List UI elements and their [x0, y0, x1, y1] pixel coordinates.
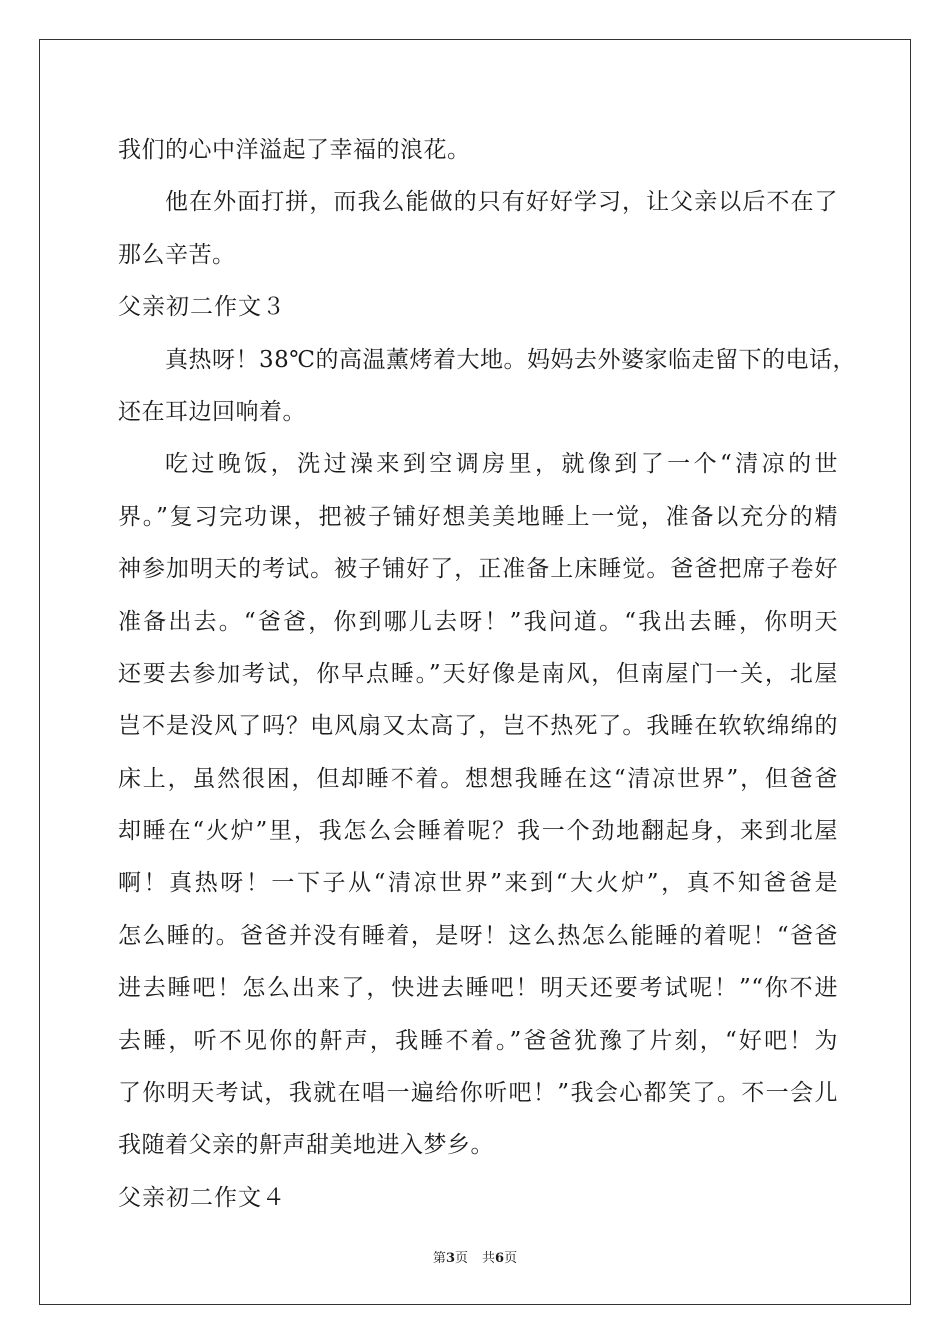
document-body — [118, 124, 856, 1224]
section-heading: 父亲初二作文３ — [118, 294, 286, 321]
text-line: 岂不是没风了吗？电风扇又太高了，岂不热死了。我睡在软软绵绵的 — [118, 713, 838, 740]
section-heading: 父亲初二作文４ — [118, 1184, 286, 1211]
text-line: 床上，虽然很困，但却睡不着。想想我睡在这“清凉世界”，但爸爸 — [118, 765, 838, 792]
text-line: 我们的心中洋溢起了幸福的浪花。 — [118, 137, 471, 163]
text-line: 还在耳边回响着。 — [118, 398, 306, 425]
text-line: 他在外面打拼，而我么能做的只有好好学习，让父亲以后不在了 — [165, 189, 838, 216]
page-prefix: 第 — [432, 1251, 446, 1266]
page-number: 3 — [445, 1251, 455, 1266]
page-footer — [0, 1247, 950, 1266]
text-line: 神参加明天的考试。被子铺好了，正准备上床睡觉。爸爸把席子卷好 — [118, 556, 838, 583]
total-prefix: 共 — [482, 1251, 496, 1266]
text-line: 怎么睡的。爸爸并没有睡着，是呀！这么热怎么能睡的着呢！“爸爸 — [118, 922, 838, 949]
text-line: 那么辛苦。 — [118, 241, 236, 268]
text-line: 真热呀！38℃的高温薰烤着大地。妈妈去外婆家临走留下的电话， — [165, 346, 856, 373]
text-line: 还要去参加考试，你早点睡。”天好像是南风，但南屋门一关，北屋 — [118, 660, 838, 687]
text-line: 准备出去。“爸爸，你到哪儿去呀！”我问道。“我出去睡，你明天 — [118, 608, 838, 635]
text-line: 啊！真热呀！一下子从“清凉世界”来到“大火炉”，真不知爸爸是 — [118, 870, 838, 897]
total-pages: 6 — [495, 1251, 505, 1266]
text-line: 却睡在“火炉”里，我怎么会睡着呢？我一个劲地翻起身，来到北屋 — [118, 818, 838, 845]
text-line: 我随着父亲的鼾声甜美地进入梦乡。 — [118, 1132, 494, 1159]
text-line: 吃过晚饭，洗过澡来到空调房里，就像到了一个“清凉的世 — [165, 451, 838, 478]
text-line: 界。”复习完功课，把被子铺好想美美地睡上一觉，准备以充分的精 — [118, 503, 838, 530]
text-line: 了你明天考试，我就在唱一遍给你听吧！”我会心都笑了。不一会儿 — [118, 1080, 838, 1107]
page-suffix: 页 — [454, 1251, 468, 1266]
text-line: 去睡，听不见你的鼾声，我睡不着。”爸爸犹豫了片刻，“好吧！为 — [118, 1027, 838, 1054]
total-suffix: 页 — [504, 1251, 518, 1266]
text-line: 进去睡吧！怎么出来了，快进去睡吧！明天还要考试呢！”“你不进 — [118, 975, 838, 1002]
